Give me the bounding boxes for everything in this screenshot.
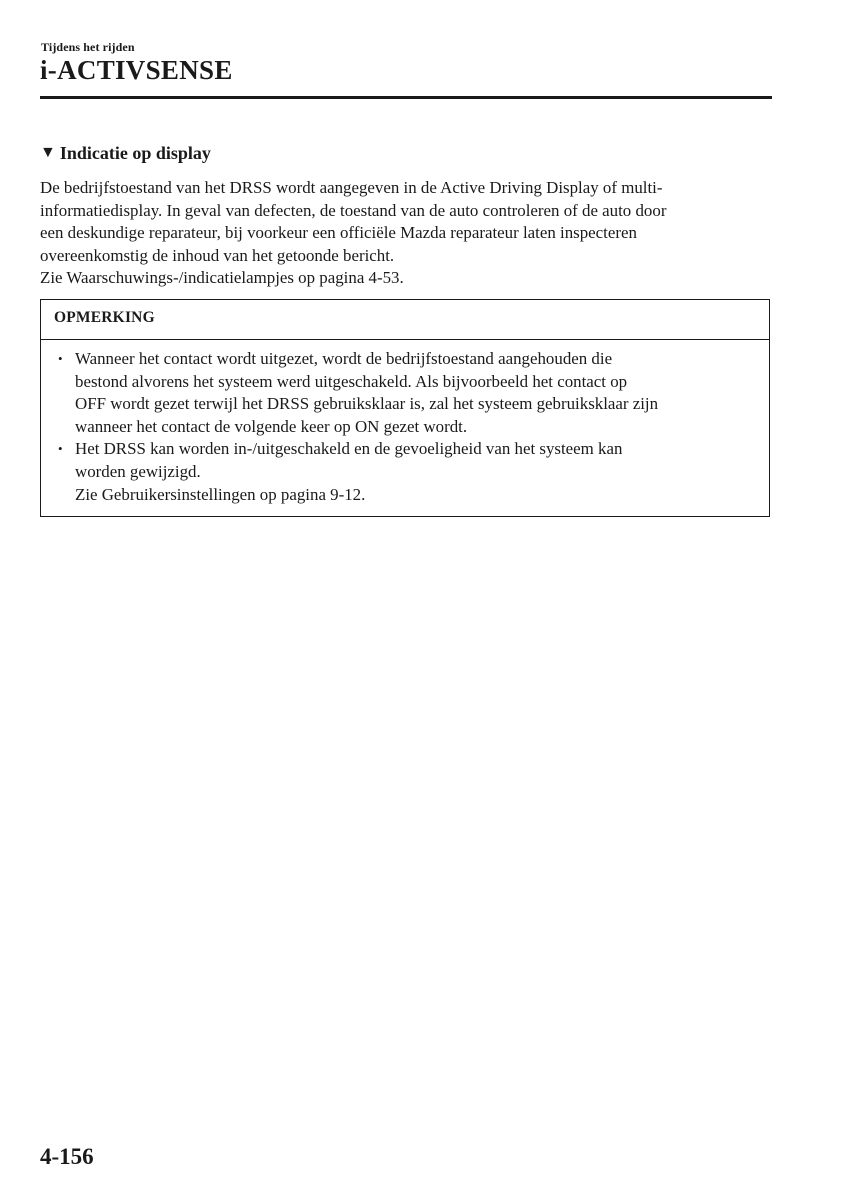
bullet-icon: • [58, 441, 63, 457]
bullet-icon: • [58, 351, 63, 366]
page-number: 4-156 [40, 1144, 94, 1169]
note-line-reference: Zie Gebruikersinstellingen op pagina 9-12. [75, 484, 366, 504]
note-line: OFF wordt gezet terwijl het DRSS gebruiksklaar is, zal het systeem gebruiksklaar zijn [75, 394, 659, 414]
note-line: Het DRSS kan worden in-/uitgeschakeld en de gevoeligheid van het systeem kan [75, 439, 623, 459]
paragraph-line: De bedrijfstoestand van het DRSS wordt aangegeven in de Active Driving Display of multi- [40, 178, 663, 197]
note-item [57, 348, 757, 438]
chapter-label: Tijdens het rijden [41, 40, 135, 54]
title-divider [40, 96, 772, 99]
note-line: worden gewijzigd. [75, 461, 201, 481]
section-heading-text: Indicatie op display [59, 143, 211, 163]
note-item [57, 438, 757, 506]
triangle-down-icon: ▼ [40, 143, 56, 161]
note-list [57, 348, 757, 506]
note-box [40, 299, 770, 517]
section-paragraph [40, 177, 775, 290]
paragraph-line: overeenkomstig de inhoud van het getoonde bericht. [40, 245, 395, 265]
paragraph-line: informatiedisplay. In geval van defecten, de toestand van de auto controleren of de auto door [40, 200, 667, 220]
page-title: i-ACTIVSENSE [40, 55, 233, 85]
note-header: OPMERKING [41, 300, 769, 340]
note-line: Wanneer het contact wordt uitgezet, wordt de bedrijfstoestand aangehouden die [75, 349, 613, 368]
paragraph-line-reference: Zie Waarschuwings-/indicatielampjes op pagina 4-53. [40, 268, 404, 288]
paragraph-line: een deskundige reparateur, bij voorkeur een officiële Mazda reparateur laten inspecteren [40, 223, 637, 243]
section-heading [40, 143, 211, 164]
note-line: wanneer het contact de volgende keer op ON gezet wordt. [75, 416, 468, 436]
note-line: bestond alvorens het systeem werd uitgeschakeld. Als bijvoorbeeld het contact op [75, 371, 628, 391]
